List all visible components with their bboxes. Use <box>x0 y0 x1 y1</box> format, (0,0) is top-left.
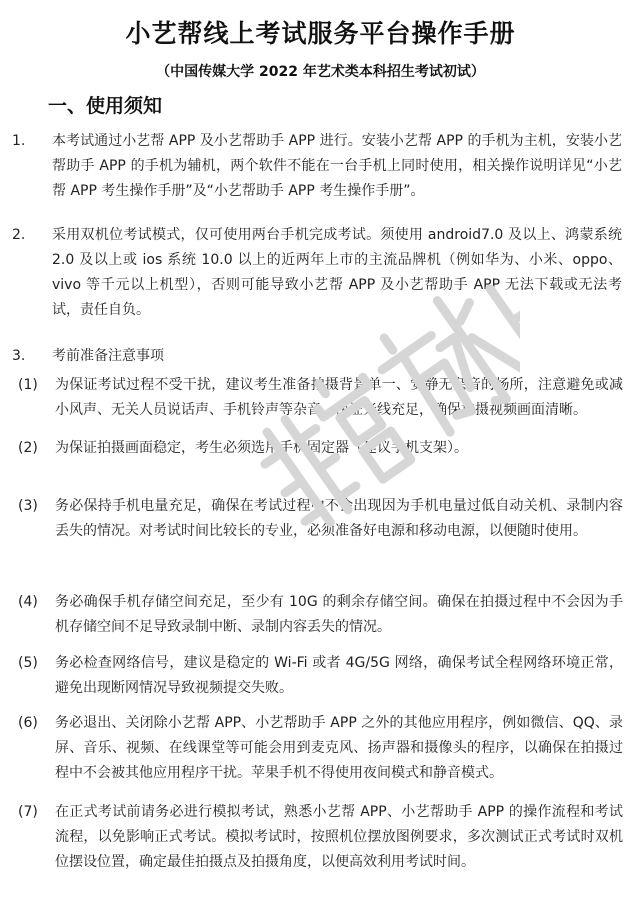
item-text: 本考试通过小艺帮 APP 及小艺帮助手 APP 进行。安装小艺帮 APP 的手机为主机，安装小艺帮助手 APP 的手机为辅机，两个软件不能在一台手机上同时使用，相关操作说明详见“小艺帮 APP 考生操作手册”及“小艺帮助手 APP 考生操作手册”。 <box>52 133 622 199</box>
subitem-number: (6) <box>18 715 38 731</box>
subitem-text: 在正式考试前请务必进行模拟考试，熟悉小艺帮 APP、小艺帮助手 APP 的操作流程和考试流程，以免影响正式考试。模拟考试时，按照机位摆放图例要求，多次测试正式考试时双机位摆设位置，确定最佳拍摄点及拍摄角度，以便高效利用考试时间。 <box>55 804 623 870</box>
subitem-text: 务必退出、关闭除小艺帮 APP、小艺帮助手 APP 之外的其他应用程序，例如微信、QQ、录屏、音乐、视频、在线课堂等可能会用到麦克风、扬声器和摄像头的程序，以确保在拍摄过程中不会被其他应用程序干扰。苹果手机不得使用夜间模式和静音模式。 <box>55 715 623 781</box>
section-heading: 一、使用须知 <box>48 95 163 117</box>
subitem-text: 务必确保手机存储空间充足，至少有 10G 的剩余存储空间。确保在拍摄过程中不会因为手机存储空间不足导致录制中断、录制内容丢失的情况。 <box>55 594 623 635</box>
subitem-text: 为保证拍摄画面稳定，考生必须选用手机固定器（建议手机支架）。 <box>55 440 468 456</box>
subitem-text: 务必保持手机电量充足，确保在考试过程中不会出现因为手机电量过低自动关机、录制内容丢失的情况。对考试时间比较长的专业，必须准备好电源和移动电源，以便随时使用。 <box>55 498 623 539</box>
document-title: 小艺帮线上考试服务平台操作手册 <box>125 19 516 48</box>
subitem-number: (4) <box>18 594 38 610</box>
document-subtitle: （中国传媒大学 2022 年艺术类本科招生考试初试） <box>156 64 485 80</box>
subitem-text: 为保证考试过程不受干扰，建议考生准备拍摄背景单一、安静无杂音的场所，注意避免或减小风声、无关人员说话声、手机铃声等杂音，保证光线充足，确保拍摄视频画面清晰。 <box>55 377 623 418</box>
item-number: 2. <box>12 227 26 243</box>
item-text: 考前准备注意事项 <box>52 348 164 364</box>
subitem-text: 务必检查网络信号，建议是稳定的 Wi-Fi 或者 4G/5G 网络，确保考试全程网络环境正常，避免出现断网情况导致视频提交失败。 <box>55 655 623 696</box>
subitem-number: (7) <box>18 804 38 820</box>
subitem-number: (3) <box>18 498 38 514</box>
item-number: 1. <box>12 133 26 149</box>
subitem-number: (2) <box>18 440 38 456</box>
item-text: 采用双机位考试模式，仅可使用两台手机完成考试。须使用 android7.0 及以上、鸿蒙系统 2.0 及以上或 ios 系统 10.0 以上的近两年上市的主流品牌机（例如华为、小米、oppo、vivo 等千元以上机型），否则可能导致小艺帮 APP 及小艺帮助手 APP 无法下载或无法考试，责任自负。 <box>52 227 622 318</box>
item-number: 3. <box>12 348 26 364</box>
subitem-number: (1) <box>18 377 38 393</box>
subitem-number: (5) <box>18 655 38 671</box>
